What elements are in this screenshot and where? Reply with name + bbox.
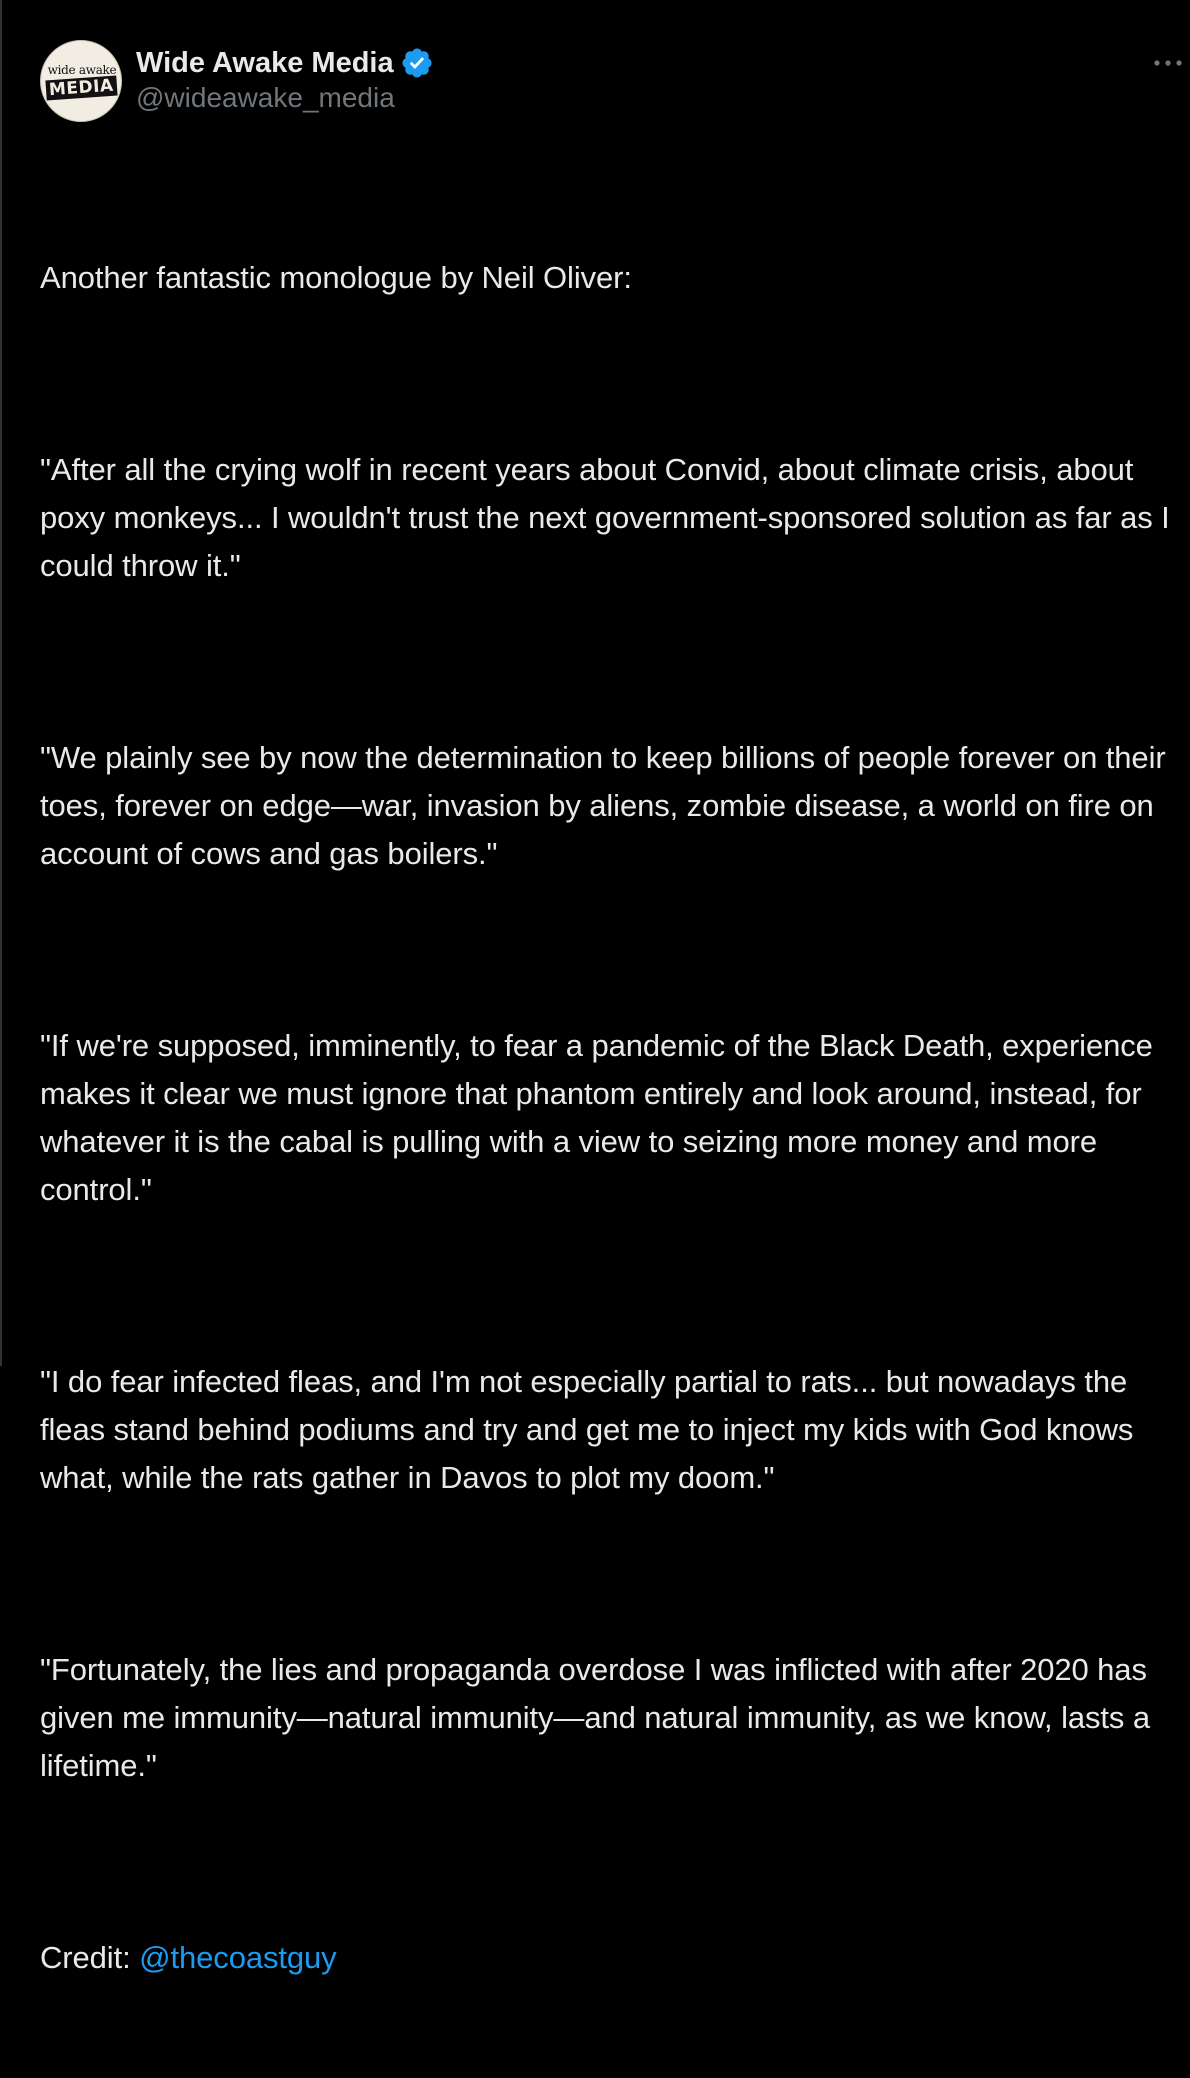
author-names	[136, 40, 434, 116]
display-name[interactable]: Wide Awake Media	[136, 47, 394, 79]
tweet-paragraph: Another fantastic monologue by Neil Oliver:	[40, 260, 632, 295]
credit-mention-link[interactable]: @thecoastguy	[139, 1940, 337, 1975]
tweet-text	[40, 158, 1179, 2078]
avatar-logo-text-top: wide awake	[47, 63, 117, 77]
tweet-paragraph: "We plainly see by now the determination to keep billions of people forever on their toes, forever on edge—war, invasion by aliens, zombie disease, a world on fire on account of cows and gas boilers."	[40, 740, 1175, 871]
tweet-paragraph: "I do fear infected fleas, and I'm not especially partial to rats... but nowadays the fleas stand behind podiums and try and get me to inject my kids with God knows what, while the rats gather in Davos to plot my doom."	[40, 1364, 1142, 1495]
credit-label: Credit:	[40, 1940, 140, 1975]
tweet-header	[40, 40, 1170, 130]
tweet-paragraph: "Fortunately, the lies and propaganda overdose I was inflicted with after 2020 has given me immunity—natural immunity—and natural immunity, as we know, lasts a lifetime."	[40, 1652, 1159, 1783]
more-horizontal-icon[interactable]	[1148, 50, 1188, 76]
left-border-divider	[0, 0, 2, 1366]
tweet	[40, 40, 1179, 2078]
tweet-paragraph: "After all the crying wolf in recent years about Convid, about climate crisis, about poxy monkeys... I wouldn't trust the next government-sponsored solution as far as I could throw it."	[40, 452, 1179, 583]
avatar[interactable]	[40, 40, 122, 122]
avatar-logo-text-bottom: MEDIA	[45, 76, 117, 101]
author-handle[interactable]: @wideawake_media	[136, 82, 395, 113]
credit-line	[40, 1934, 1170, 1982]
tweet-paragraph: "If we're supposed, imminently, to fear a pandemic of the Black Death, experience makes it clear we must ignore that phantom entirely and look around, instead, for whatever it is the cabal is pulling with a view to seizing more money and more control."	[40, 1028, 1162, 1207]
verified-badge-icon	[400, 46, 434, 80]
display-name-row	[136, 46, 434, 80]
